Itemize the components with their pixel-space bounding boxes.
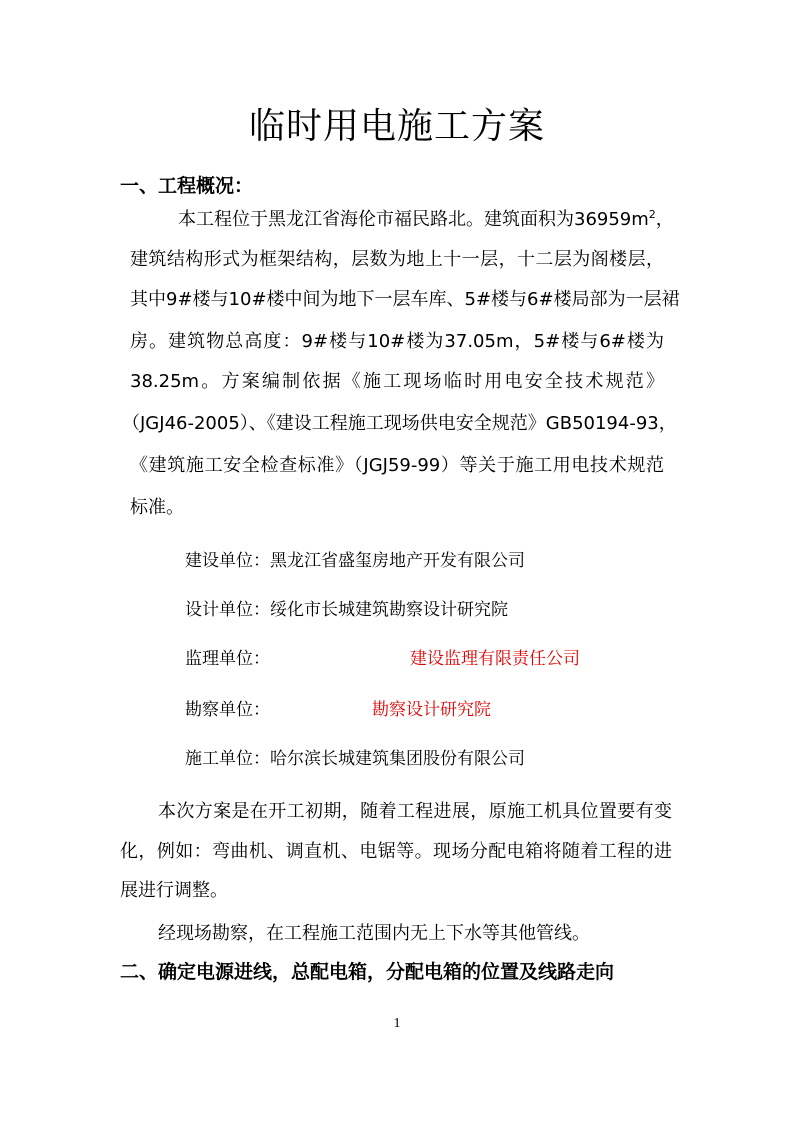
paragraph-line: （JGJ46-2005）、《建设工程施工现场供电安全规范》GB50194-93， — [122, 413, 677, 434]
unit-value: 哈尔滨长城建筑集团股份有限公司 — [270, 749, 525, 769]
section-heading-power: 二、确定电源进线，总配电箱，分配电箱的位置及线路走向 — [120, 961, 615, 983]
unit-value-supervision: 建设监理有限责任公司 — [410, 649, 580, 669]
unit-row-supervision — [185, 646, 270, 672]
paragraph-line: 经现场勘察，在工程施工范围内无上下水等其他管线。 — [158, 923, 590, 944]
unit-value-survey: 勘察设计研究院 — [372, 700, 491, 720]
paragraph-line: 其中9#楼与10#楼中间为地下一层车库、5#楼与6#楼局部为一层裙 — [130, 289, 680, 310]
paragraph-line: 房。建筑物总高度：9#楼与10#楼为37.05m，5#楼与6#楼为 — [130, 331, 664, 352]
paragraph-line: 本工程位于黑龙江省海伦市福民路北。建筑面积为$36959m^2$， — [178, 208, 674, 230]
paragraph-line: 化，例如：弯曲机、调直机、电锯等。现场分配电箱将随着工程的进 — [120, 841, 672, 862]
superscript: 2 — [648, 208, 656, 221]
unit-label: 施工单位： — [185, 749, 270, 769]
unit-label: 监理单位： — [185, 649, 270, 669]
unit-label: 设计单位： — [185, 600, 270, 620]
page-number: 1 — [393, 1016, 401, 1031]
paragraph-line: 《建筑施工安全检查标准》（JGJ59-99）等关于施工用电技术规范 — [130, 455, 664, 476]
unit-row-builder — [185, 746, 525, 772]
unit-label: 建设单位： — [185, 551, 270, 571]
document-title: 临时用电施工方案 — [248, 106, 545, 147]
paragraph-line: 建筑结构形式为框架结构，层数为地上十一层，十二层为阁楼层， — [130, 249, 664, 270]
section-heading-overview: 一、工程概况： — [120, 175, 254, 197]
unit-value: 黑龙江省盛玺房地产开发有限公司 — [270, 551, 525, 571]
unit-row-survey — [185, 697, 270, 723]
unit-row-construction — [185, 548, 525, 574]
paragraph-line: 展进行调整。 — [120, 880, 228, 901]
paragraph-line: 本次方案是在开工初期，随着工程进展，原施工机具位置要有变 — [158, 801, 672, 822]
unit-label: 勘察单位： — [185, 700, 270, 720]
paragraph-line: 38.25m。方案编制依据《施工现场临时用电安全技术规范》 — [130, 371, 664, 392]
unit-value: 绥化市长城建筑勘察设计研究院 — [270, 600, 508, 620]
paragraph-line: 标准。 — [130, 497, 184, 518]
unit-row-design — [185, 597, 508, 623]
